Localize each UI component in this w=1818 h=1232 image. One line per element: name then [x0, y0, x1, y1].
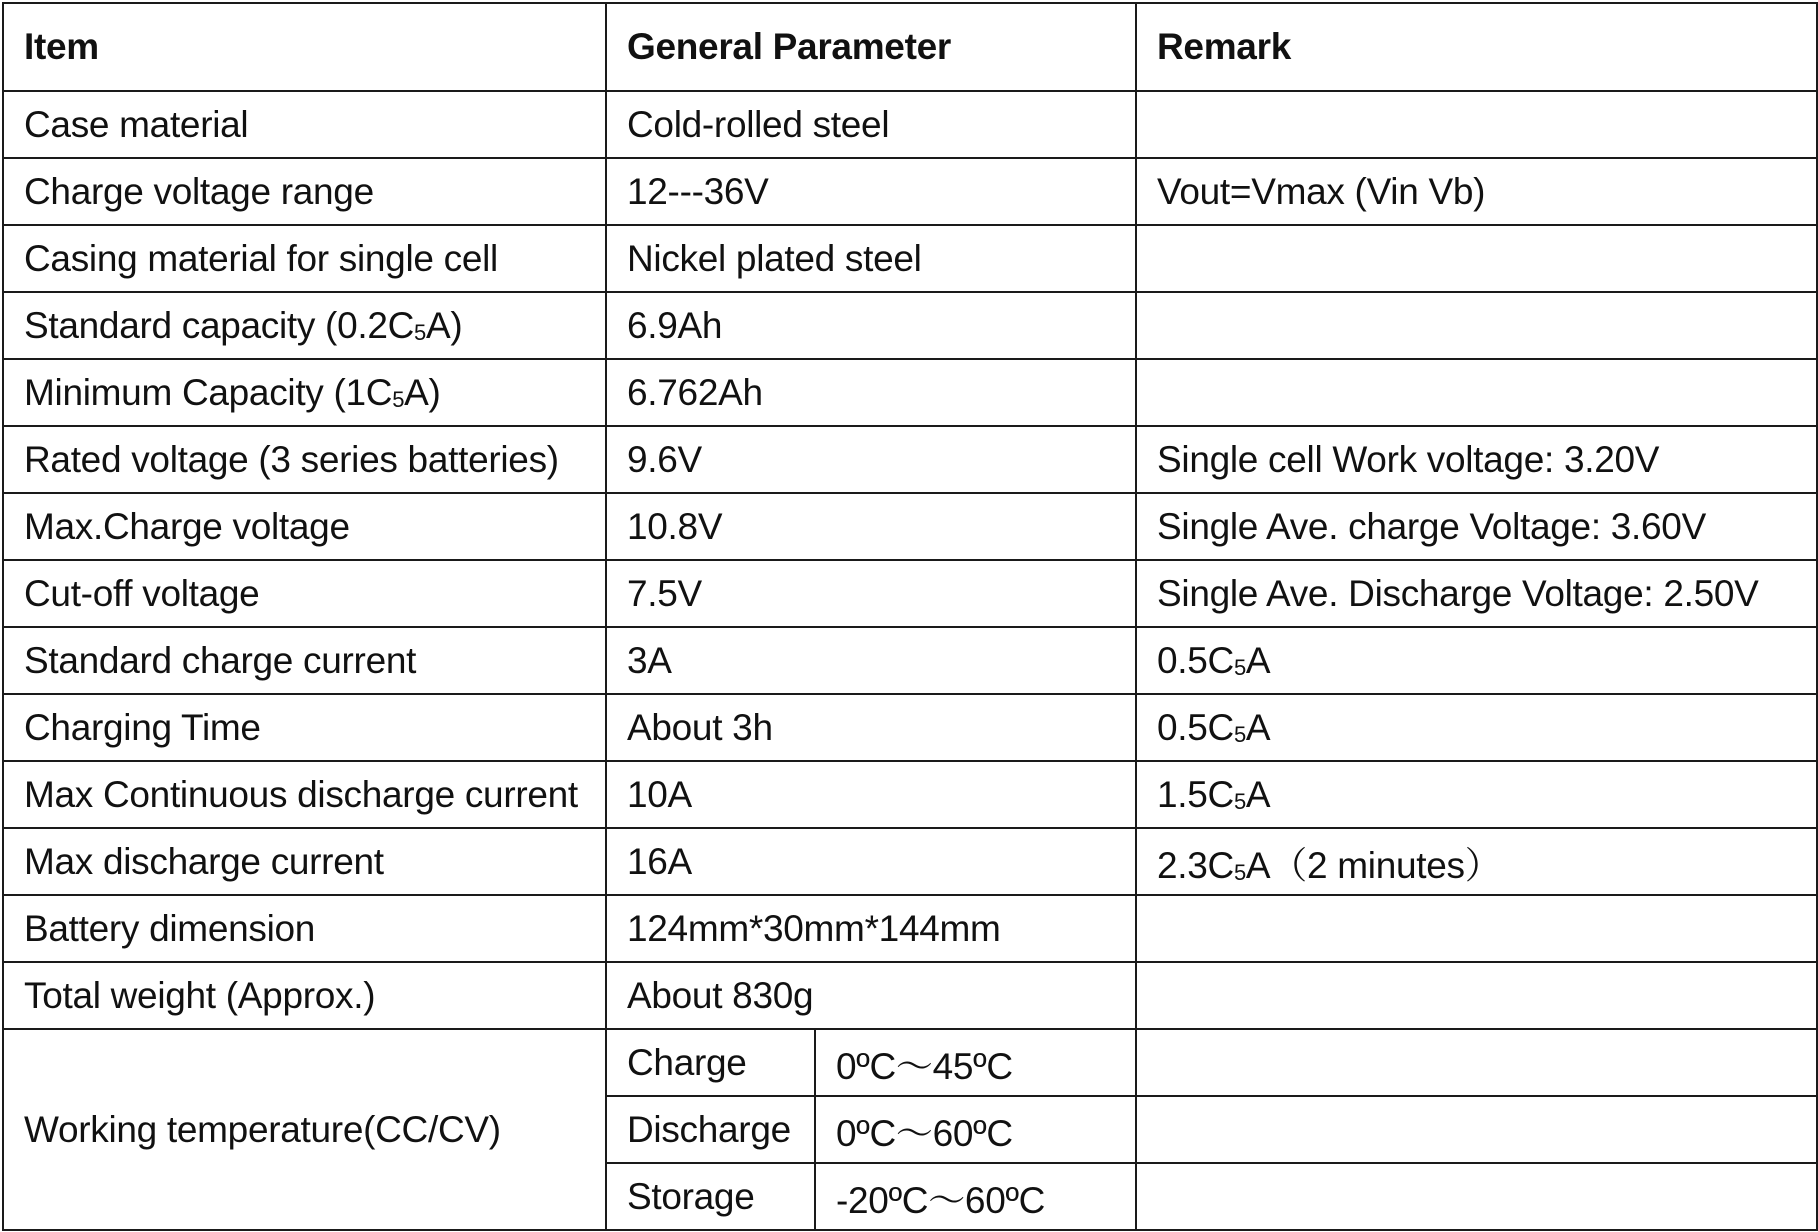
row-param: 10A: [606, 761, 1136, 828]
row-item: Max.Charge voltage: [3, 493, 606, 560]
row-param: About 3h: [606, 694, 1136, 761]
remark-text: A: [1245, 706, 1271, 748]
temp-range-charge: 0ºC～45ºC: [815, 1029, 1136, 1096]
item-text: A): [425, 304, 463, 346]
row-remark: Single Ave. Discharge Voltage: 2.50V: [1136, 560, 1817, 627]
row-item: Charge voltage range: [3, 158, 606, 225]
working-temperature-label: Working temperature(CC/CV): [3, 1029, 606, 1230]
row-param: 10.8V: [606, 493, 1136, 560]
row-item: Cut-off voltage: [3, 560, 606, 627]
remark-text: A: [1245, 773, 1271, 815]
row-remark: [1136, 91, 1817, 158]
item-text: A): [404, 371, 441, 413]
item-subscript: 5: [392, 386, 405, 412]
row-param: 6.762Ah: [606, 359, 1136, 426]
row-remark: Single Ave. charge Voltage: 3.60V: [1136, 493, 1817, 560]
row-remark: [1136, 225, 1817, 292]
row-item: Max Continuous discharge current: [3, 761, 606, 828]
row-param: 3A: [606, 627, 1136, 694]
row-item: Rated voltage (3 series batteries): [3, 426, 606, 493]
row-param: Nickel plated steel: [606, 225, 1136, 292]
row-param: 6.9Ah: [606, 292, 1136, 359]
header-item: Item: [3, 3, 606, 91]
remark-subscript: 5: [1233, 788, 1246, 814]
table-row: [3, 225, 1817, 292]
row-remark: Vout=Vmax (Vin Vb): [1136, 158, 1817, 225]
remark-text: 1.5C: [1157, 773, 1234, 815]
item-text: Minimum Capacity (1C: [24, 371, 393, 413]
row-item: Max discharge current: [3, 828, 606, 895]
row-param: 12---36V: [606, 158, 1136, 225]
temp-mode-storage: Storage: [606, 1163, 815, 1230]
row-item: Charging Time: [3, 694, 606, 761]
remark-text: 2.3C: [1157, 844, 1234, 886]
row-param: About 830g: [606, 962, 1136, 1029]
row-remark: [1136, 962, 1817, 1029]
temp-mode-charge: Charge: [606, 1029, 815, 1096]
row-item: [3, 292, 606, 359]
table-row: [3, 1029, 1817, 1096]
remark-subscript: 5: [1233, 721, 1246, 747]
row-remark: [1136, 359, 1817, 426]
header-remark: Remark: [1136, 3, 1817, 91]
row-remark: [1136, 694, 1817, 761]
row-item: Case material: [3, 91, 606, 158]
remark-text: A（2 minutes）: [1245, 844, 1502, 886]
row-remark: [1136, 761, 1817, 828]
temp-range-storage: -20ºC～60ºC: [815, 1163, 1136, 1230]
row-remark: [1136, 1096, 1817, 1163]
row-remark: [1136, 895, 1817, 962]
table-row: [3, 627, 1817, 694]
table-row: [3, 828, 1817, 895]
row-item: Casing material for single cell: [3, 225, 606, 292]
row-remark: [1136, 1163, 1817, 1230]
remark-subscript: 5: [1233, 654, 1246, 680]
row-remark: [1136, 627, 1817, 694]
remark-text: 0.5C: [1157, 639, 1234, 681]
table-row: [3, 560, 1817, 627]
row-item: Battery dimension: [3, 895, 606, 962]
row-param: 124mm*30mm*144mm: [606, 895, 1136, 962]
table-row: [3, 158, 1817, 225]
remark-text: A: [1245, 639, 1271, 681]
remark-subscript: 5: [1233, 859, 1246, 885]
remark-text: 0.5C: [1157, 706, 1234, 748]
row-param: 7.5V: [606, 560, 1136, 627]
row-param: 9.6V: [606, 426, 1136, 493]
row-param: Cold-rolled steel: [606, 91, 1136, 158]
temp-mode-discharge: Discharge: [606, 1096, 815, 1163]
table-row: [3, 694, 1817, 761]
header-row: [3, 3, 1817, 91]
header-general-parameter: General Parameter: [606, 3, 1136, 91]
table-row: [3, 359, 1817, 426]
table-row: [3, 962, 1817, 1029]
table-row: [3, 91, 1817, 158]
table-row: [3, 761, 1817, 828]
battery-spec-table: [2, 2, 1818, 1231]
row-item: Standard charge current: [3, 627, 606, 694]
row-item: [3, 359, 606, 426]
row-item: Total weight (Approx.): [3, 962, 606, 1029]
item-text: Standard capacity (0.2C: [24, 304, 415, 346]
table-row: [3, 493, 1817, 560]
row-param: 16A: [606, 828, 1136, 895]
row-remark: Single cell Work voltage: 3.20V: [1136, 426, 1817, 493]
row-remark: [1136, 1029, 1817, 1096]
table-row: [3, 426, 1817, 493]
item-subscript: 5: [414, 319, 426, 345]
table-row: [3, 895, 1817, 962]
row-remark: [1136, 292, 1817, 359]
table-row: [3, 292, 1817, 359]
row-remark: [1136, 828, 1817, 895]
temp-range-discharge: 0ºC～60ºC: [815, 1096, 1136, 1163]
